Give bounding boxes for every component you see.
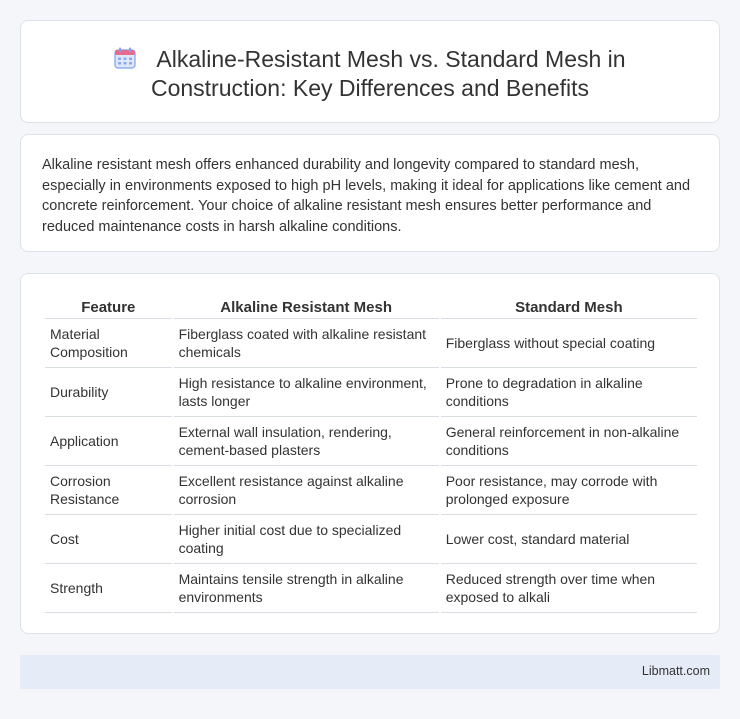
alkaline-cell: Higher initial cost due to specialized coating [174,515,439,564]
comparison-table [43,295,699,613]
table-header-row [45,295,697,319]
title-card [20,20,720,123]
table-row [45,368,697,417]
standard-cell: Fiberglass without special coating [441,319,697,368]
feature-cell: Application [45,417,172,466]
standard-cell: Lower cost, standard material [441,515,697,564]
page-title [21,45,719,103]
header-standard-mesh: Standard Mesh [441,295,697,319]
alkaline-cell: Maintains tensile strength in alkaline environments [174,564,439,613]
table-row [45,466,697,515]
table-row [45,515,697,564]
intro-paragraph: Alkaline resistant mesh offers enhanced durability and longevity compared to standard mesh, especially in environments exposed to high pH levels, making it ideal for applications like cement and concrete reinforcement. Your choice of alkaline resistant mesh ensures better performance and reduced maintenance costs in harsh alkaline conditions. [42,157,691,235]
table-row [45,319,697,368]
header-alkaline-mesh: Alkaline Resistant Mesh [174,295,439,319]
footer-brand-link[interactable]: Libmatt.com [641,664,710,678]
table-row [45,564,697,613]
alkaline-cell: High resistance to alkaline environment, lasts longer [174,368,439,417]
feature-cell: Durability [45,368,172,417]
alkaline-cell: External wall insulation, rendering, cement-based plasters [174,417,439,466]
header-feature: Feature [45,295,172,319]
feature-cell: Strength [45,564,172,613]
title-line-1: Alkaline-Resistant Mesh vs. Standard Mesh in [156,46,626,72]
standard-cell: Reduced strength over time when exposed to alkali [441,564,697,613]
alkaline-cell: Fiberglass coated with alkaline resistant chemicals [174,319,439,368]
comparison-card [20,273,720,634]
feature-cell: Corrosion Resistance [45,466,172,515]
feature-cell: Material Composition [45,319,172,368]
standard-cell: Poor resistance, may corrode with prolonged exposure [441,466,697,515]
table-row [45,417,697,466]
calendar-icon [114,47,136,69]
footer [20,655,720,689]
standard-cell: General reinforcement in non-alkaline conditions [441,417,697,466]
intro-card [20,134,720,252]
title-line-2: Construction: Key Differences and Benefits [150,75,590,101]
standard-cell: Prone to degradation in alkaline conditions [441,368,697,417]
feature-cell: Cost [45,515,172,564]
alkaline-cell: Excellent resistance against alkaline corrosion [174,466,439,515]
